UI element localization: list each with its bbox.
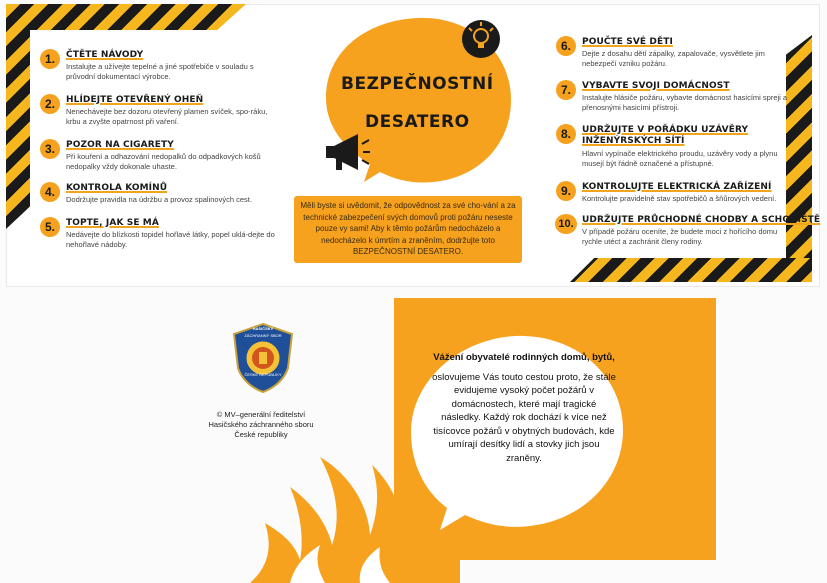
rule-title: HLÍDEJTE OTEVŘENÝ OHEŇ [66,95,204,105]
rule-title: KONTROLUJTE ELEKTRICKÁ ZAŘÍZENÍ [582,182,772,192]
rule-number: 9. [556,181,576,201]
hazard-stripe-top-left [6,4,246,30]
rule-number: 1. [40,49,60,69]
rule-description: Dejte z dosahu dětí zápalky, zapalovače, vysvětlete jim nebezpečí vzniku požáru. [582,49,765,68]
rule-description: Hlavní vypínače elektrického proudu, uzávěry vody a plynu musejí být řádně označené a přístupné. [582,149,778,168]
lightbulb-icon [460,18,502,60]
rule-number: 4. [40,182,60,202]
emblem-top-text: HASIČSKÝ [252,326,274,331]
rule-title: POZOR NA CIGARETY [66,140,174,150]
megaphone-icon [322,128,372,176]
hazard-stripe-left [6,4,30,229]
credit-line-1: © MV–generální ředitelství [216,410,306,419]
rule-title: KONTROLA KOMÍNŮ [66,183,168,193]
rule-description: Kontrolujte pravidelně stav spotřebičů a šňůrových vedení. [582,194,777,203]
rule-title: ČTĚTE NÁVODY [66,50,144,60]
emblem-mid-text: ZÁCHRANNÝ SBOR [244,333,282,338]
rule-number: 6. [556,36,576,56]
rule-title: POUČTE SVÉ DĚTI [582,37,673,47]
main-heading-line1: BEZPEČNOSTNÍ [341,74,494,94]
rule-description: V případě požáru oceníte, že budete moci z hořícího domu rychle utéct a zachránit členy rodiny. [582,227,778,246]
main-heading-line2: DESATERO [365,112,470,132]
rule-number: 2. [40,94,60,114]
hazard-stripe-bottom-right [570,258,812,282]
rule-number: 7. [556,80,576,100]
rule-title: UDRŽUJTE V POŘÁDKU UZÁVĚRY INŽENÝRSKÝCH SÍTÍ [582,125,749,146]
rule-title: TOPTE, JAK SE MÁ [66,218,159,228]
letter-greeting: Vážení obyvatelé rodinných domů, bytů, [433,352,615,363]
letter-body: oslovujeme Vás touto cestou proto, že stále evidujeme vysoký počet požárů v domácnostech, které mají tragické následky. Každý rok dochází k více než tisícovce požárů v obytných budovách, kde umírají desítky lidí a stovky jich jsou zraněny. [432,371,616,464]
credit-text [196,410,326,440]
rule-number: 5. [40,217,60,237]
rule-number: 10. [555,214,577,234]
rule-description: Instalujte hlásiče požáru, vybavte domácnost hasicími spreji a přenosnými hasicími přístroji. [582,93,788,112]
letter-text [432,351,616,465]
credit-line-3: České republiky [234,430,288,439]
rule-description: Dodržujte pravidla na údržbu a provoz spalinových cest. [66,195,252,204]
rule-number: 3. [40,139,60,159]
rule-number: 8. [556,124,576,144]
emblem-bottom-text: ČESKÉ REPUBLIKY [244,372,282,377]
rule-title: VYBAVTE SVOJI DOMÁCNOST [582,81,730,91]
rule-title: UDRŽUJTE PRŮCHODNÉ CHODBY A SCHODIŠTĚ [582,215,821,225]
rule-description: Při kouření a odhazování nedopalků do odpadkových košů nedopalky vždy dokonale uhaste. [66,152,261,171]
intro-text: Měli byste si uvědomit, že odpovědnost za své cho-vání a za technické zabezpečení svých domovů proti požáru neseste pouze vy sami! Aby k těmto požárům nedocházelo a nedocházelo k úmrtím a zraněním, dodržujte toto BEZPEČNOSTNÍ DESATERO. [300,201,516,256]
rule-description: Instalujte a užívejte tepelné a jiné spotřebiče v souladu s průvodní dokumentací výrobce. [66,62,254,81]
credit-line-2: Hasičského záchranného sboru [208,420,314,429]
rule-description: Nenechávejte bez dozoru otevřený plamen svíček, spo-ráku, krbu a zvyšte opatrnost při vaření. [66,107,268,126]
rule-description: Nedávejte do blízkosti topidel hořlavé látky, popel uklá-dejte do nehořlavé nádoby. [66,230,275,249]
